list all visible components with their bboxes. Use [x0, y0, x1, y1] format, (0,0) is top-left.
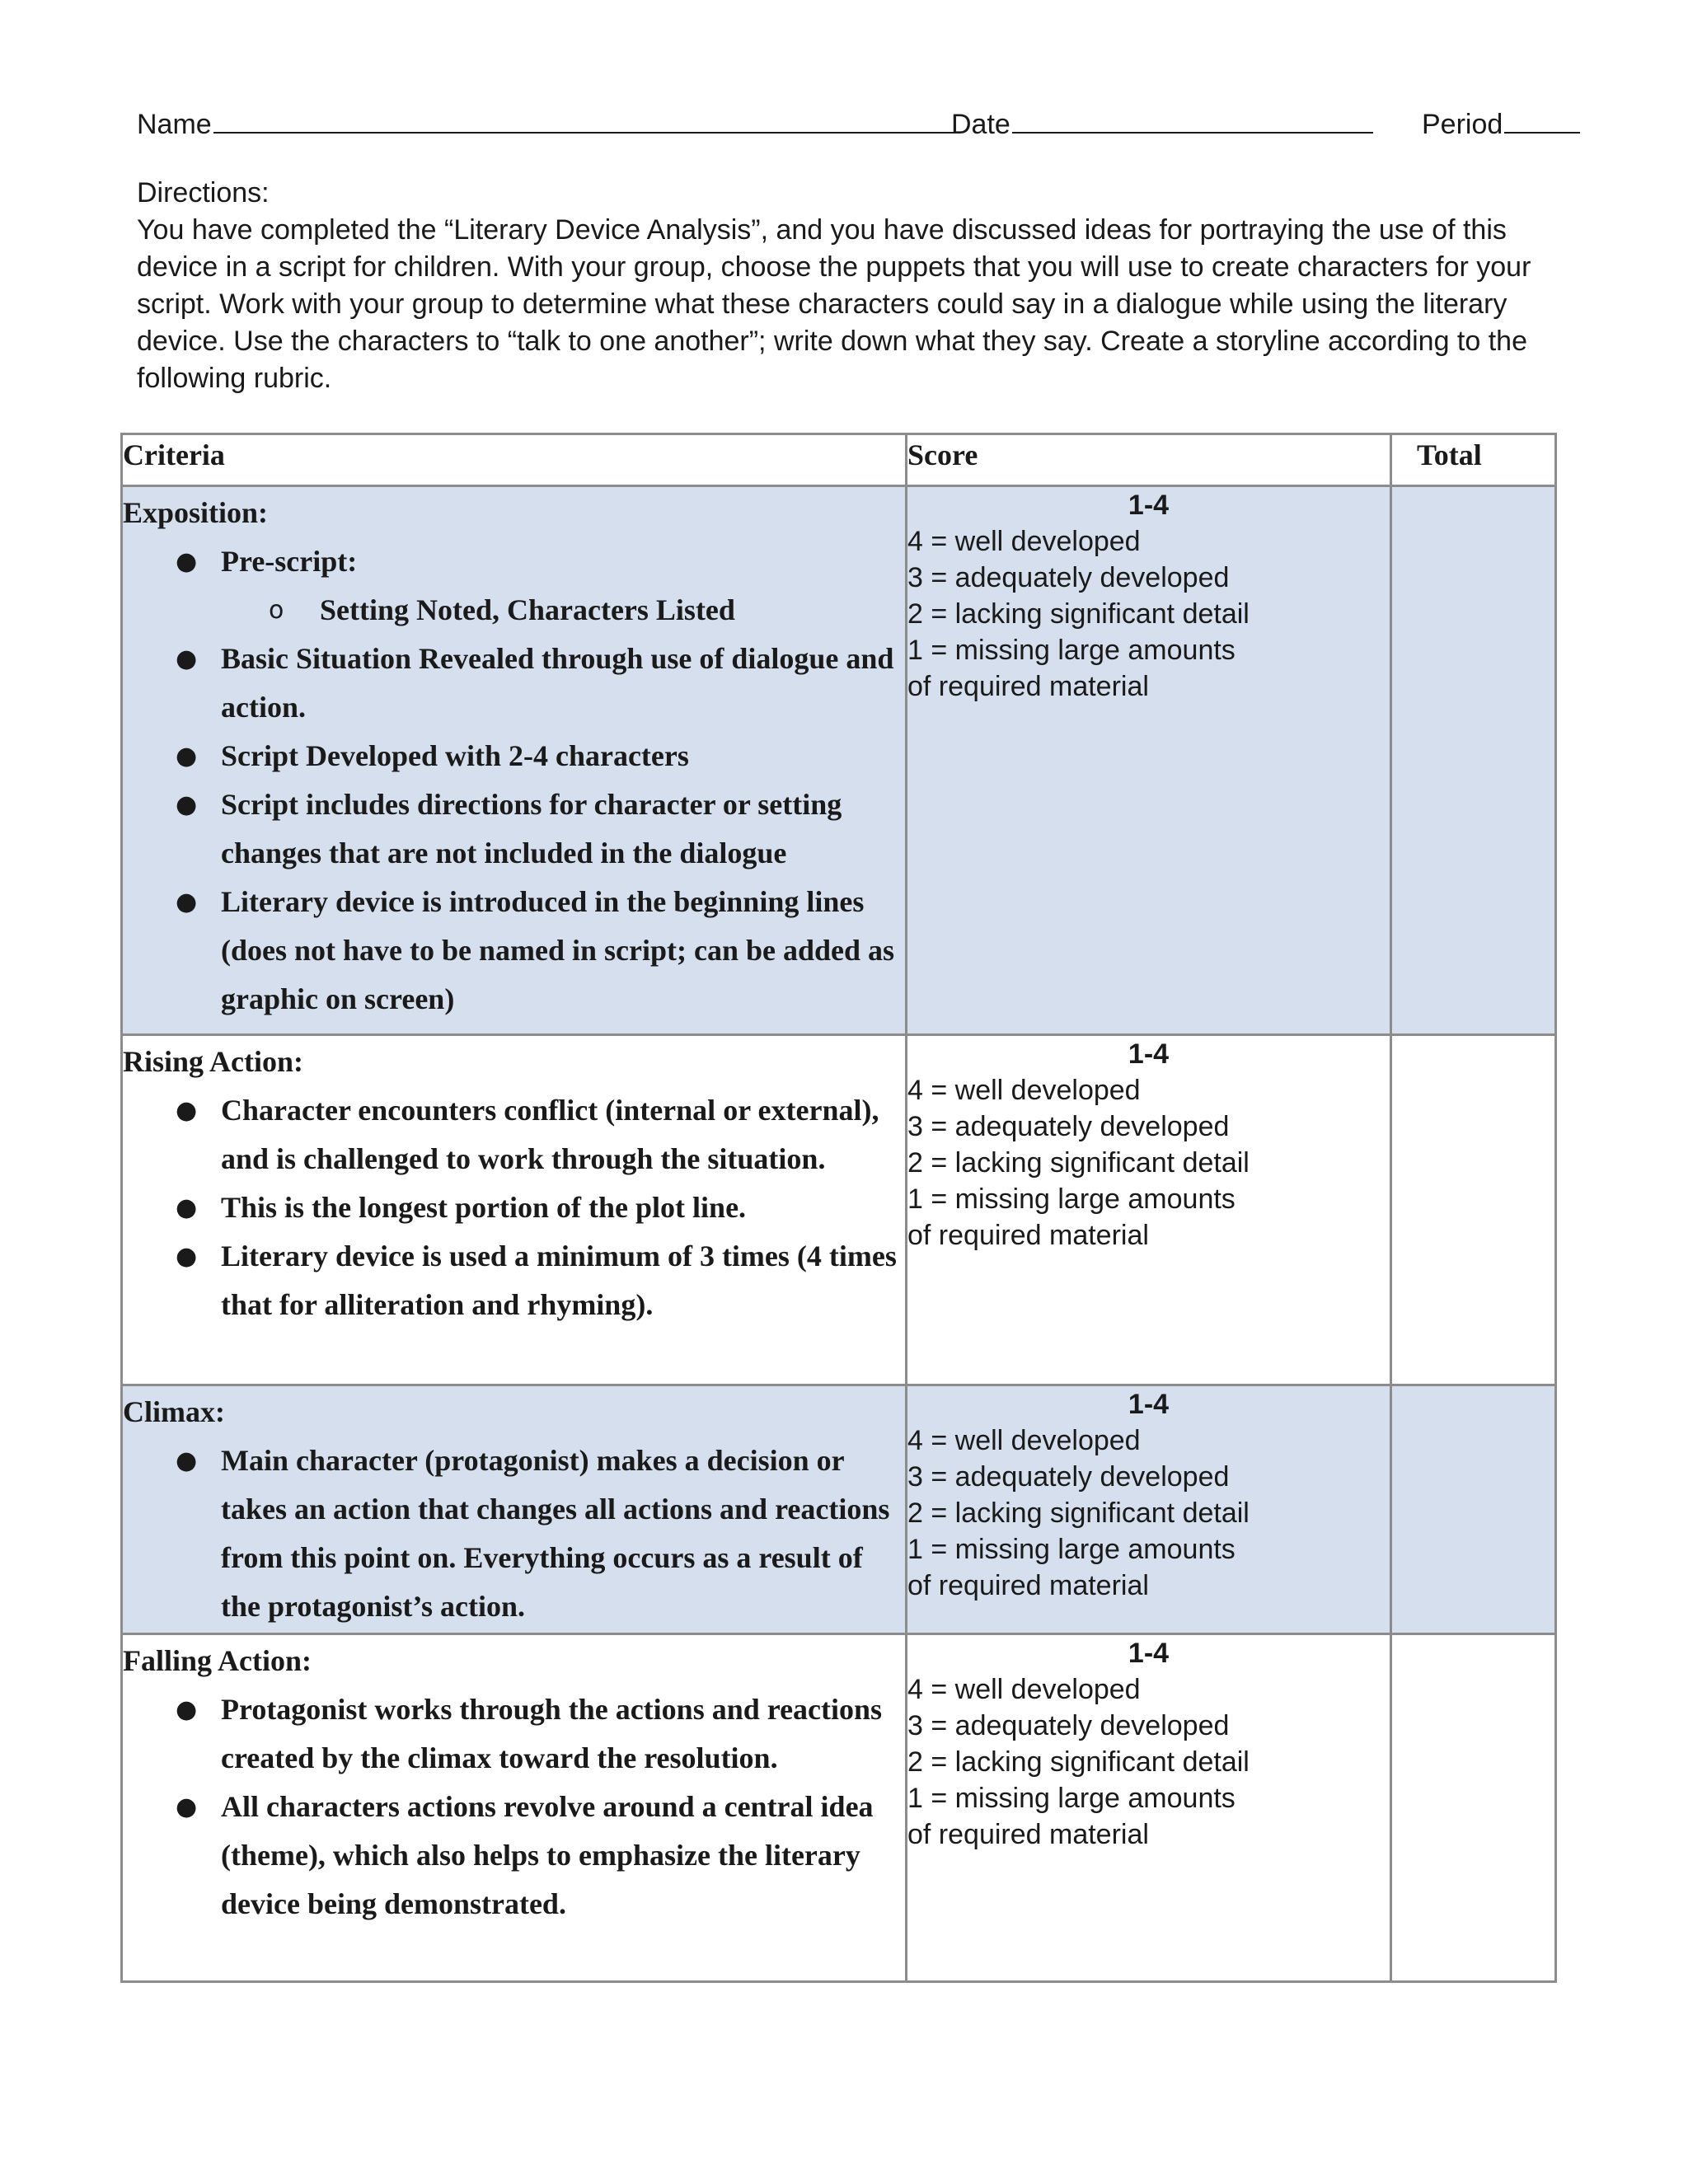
score-level: 4 = well developed: [907, 1075, 1141, 1106]
criteria-list: [123, 1685, 905, 1929]
section-title: Falling Action:: [123, 1644, 312, 1677]
score-level: 1 = missing large amounts: [907, 1534, 1236, 1565]
student-info-line: [137, 97, 1581, 143]
bullet-icon: ●: [176, 790, 198, 819]
score-cell: [907, 1385, 1391, 1634]
total-cell[interactable]: [1391, 486, 1556, 1035]
score-level: 2 = lacking significant detail: [907, 598, 1250, 630]
bullet-icon: ●: [176, 1695, 198, 1724]
score-range: 1-4: [1128, 1038, 1170, 1070]
directions-heading: Directions:: [137, 177, 270, 209]
criteria-cell: [122, 1385, 907, 1634]
table-header-row: [122, 434, 1556, 486]
name-field[interactable]: [137, 97, 954, 148]
bullet-icon: ●: [176, 888, 198, 916]
list-item: ● Literary device is introduced in the beginning lines (does not have to be named in script; can be added as graphic on screen): [123, 878, 905, 1024]
score-level: of required material: [907, 671, 1149, 702]
list-item: ● Protagonist works through the actions and reactions created by the climax toward the resolution.: [123, 1685, 905, 1783]
score-level: 3 = adequately developed: [907, 1111, 1230, 1142]
bullet-icon: ●: [176, 1446, 198, 1475]
bullet-icon: ●: [176, 1096, 198, 1125]
section-title: Rising Action:: [123, 1045, 304, 1078]
bullet-icon: ●: [176, 742, 198, 771]
section-title: Climax:: [123, 1395, 225, 1428]
score-level: 2 = lacking significant detail: [907, 1746, 1250, 1778]
criteria-header: Criteria: [122, 434, 907, 486]
total-header: Total: [1391, 434, 1556, 486]
list-item: ● Main character (protagonist) makes a decision or takes an action that changes all actions and reactions from this point on. Everything occurs as a result of the protagonist’s action.: [123, 1436, 905, 1631]
date-blank[interactable]: [1012, 97, 1373, 134]
criteria-cell: [122, 1634, 907, 1982]
table-row: [122, 486, 1556, 1035]
list-item: ● This is the longest portion of the plot line.: [123, 1183, 905, 1232]
criteria-cell: [122, 486, 907, 1035]
directions-body: You have completed the “Literary Device Analysis”, and you have discussed ideas for portraying the use of this device in a script for children. With your group, choose the puppets that you will use to create characters for your script. Work with your group to determine what these characters could say in a dialogue while using the literary device. Use the characters to “talk to one another”; write down what they say. Create a storyline according to the following rubric.: [137, 214, 1531, 394]
total-cell[interactable]: [1391, 1385, 1556, 1634]
score-level: 1 = missing large amounts: [907, 1783, 1236, 1814]
date-field[interactable]: [951, 97, 1373, 148]
criteria-list: [123, 1086, 905, 1329]
period-field[interactable]: [1422, 97, 1580, 148]
score-level: 2 = lacking significant detail: [907, 1497, 1250, 1529]
list-item: ● Literary device is used a minimum of 3 times (4 times that for alliteration and rhyming).: [123, 1232, 905, 1329]
list-item: ● All characters actions revolve around a central idea (theme), which also helps to emphasize the literary device being demonstrated.: [123, 1783, 905, 1929]
name-blank[interactable]: [213, 97, 954, 134]
list-item: ● Pre-script: o Setting Noted, Characters Listed: [123, 537, 905, 635]
rubric-table: [120, 433, 1557, 1983]
section-title: Exposition:: [123, 496, 269, 529]
criteria-list: [123, 1436, 905, 1631]
criteria-cell: [122, 1035, 907, 1385]
total-cell[interactable]: [1391, 1634, 1556, 1982]
total-cell[interactable]: [1391, 1035, 1556, 1385]
date-label: Date: [951, 109, 1010, 140]
score-level: 4 = well developed: [907, 1674, 1141, 1705]
bullet-icon: ●: [176, 1193, 198, 1222]
bullet-icon: ●: [176, 1793, 198, 1821]
list-item: o Setting Noted, Characters Listed: [221, 586, 905, 635]
score-level: of required material: [907, 1819, 1149, 1850]
table-row: [122, 1385, 1556, 1634]
list-item: ● Script includes directions for character or setting changes that are not included in the dialogue: [123, 780, 905, 878]
score-level: of required material: [907, 1570, 1149, 1601]
score-level: 3 = adequately developed: [907, 1710, 1230, 1741]
name-label: Name: [137, 109, 212, 140]
sub-list: [221, 586, 905, 635]
score-level: 3 = adequately developed: [907, 562, 1230, 593]
bullet-icon: ●: [176, 547, 198, 576]
score-range: 1-4: [1128, 490, 1170, 521]
score-level: 3 = adequately developed: [907, 1461, 1230, 1493]
directions: [137, 175, 1571, 397]
score-header: Score: [907, 434, 1391, 486]
score-level: of required material: [907, 1220, 1149, 1251]
bullet-icon: ●: [176, 644, 198, 673]
score-cell: [907, 1035, 1391, 1385]
score-range: 1-4: [1128, 1638, 1170, 1669]
score-level: 1 = missing large amounts: [907, 635, 1236, 666]
criteria-list: [123, 537, 905, 1024]
score-level: 1 = missing large amounts: [907, 1183, 1236, 1215]
bullet-icon: ●: [176, 1242, 198, 1271]
circle-bullet-icon: o: [269, 596, 284, 625]
list-item: ● Basic Situation Revealed through use of dialogue and action.: [123, 635, 905, 732]
score-level: 2 = lacking significant detail: [907, 1147, 1250, 1179]
score-cell: [907, 1634, 1391, 1982]
list-item: ● Character encounters conflict (internal or external), and is challenged to work through the situation.: [123, 1086, 905, 1183]
score-cell: [907, 486, 1391, 1035]
list-item: ● Script Developed with 2-4 characters: [123, 732, 905, 780]
score-level: 4 = well developed: [907, 526, 1141, 557]
period-blank[interactable]: [1504, 97, 1580, 134]
period-label: Period: [1422, 109, 1503, 140]
table-row: [122, 1035, 1556, 1385]
score-level: 4 = well developed: [907, 1425, 1141, 1456]
table-row: [122, 1634, 1556, 1982]
score-range: 1-4: [1128, 1389, 1170, 1420]
